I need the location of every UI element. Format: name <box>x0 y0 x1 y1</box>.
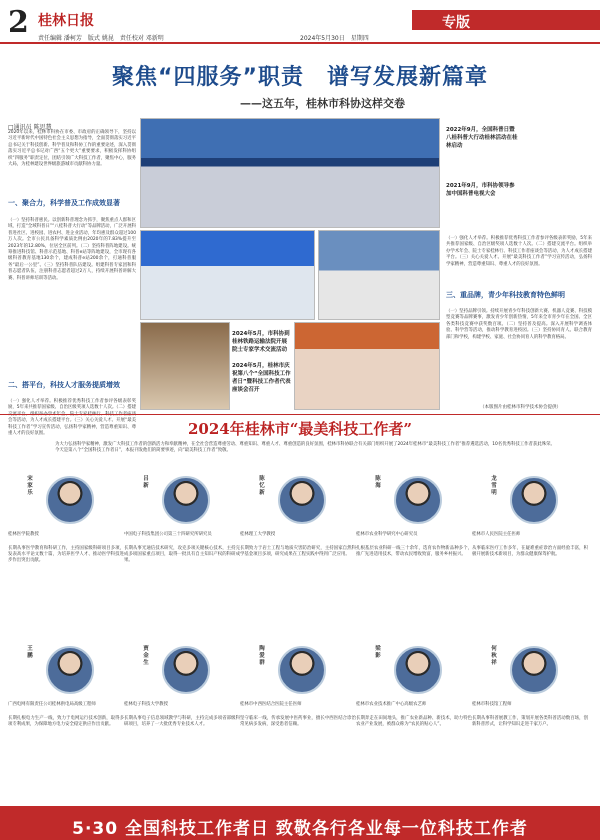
header-divider <box>0 42 600 44</box>
awardee-title: 桂林市科技馆工程师 <box>472 702 512 707</box>
award-card <box>240 640 356 800</box>
awardee-description: 长期奔走在田间地头，推广农业新品种、新技术，助力特色农业产业发展，被群众称为“农民的贴心人”。 <box>356 716 472 727</box>
group-photo <box>318 230 440 320</box>
award-card <box>124 470 240 630</box>
photo-caption-1: 2022年9月，全国科普日暨八桂科普大行动桂林活动在桂林启动 <box>446 127 518 149</box>
section-body-2-cont: （一）强化人才举荐。积极推荐优秀科技工作者参评各级表彰奖励，5年来共推荐国家级、自治区级奖项人选数十人次。（二）搭建交流平台。组织举办学术年会、院士专家桂林行、科技工作者座谈会等活动，为人才成长搭建平台。（三）关心关爱人才。开展“最美科技工作者”学习宣传活动，弘扬科学家精神，营造尊重知识、尊重人才的良好氛围。 <box>446 236 592 267</box>
article-headline: 聚焦“四服务”职责 谱写发展新篇章 <box>112 65 488 90</box>
photo-caption-3: 2024年5月，市科协到桂林铁路运输法院开展院士专家学术交流活动 <box>232 331 290 353</box>
portrait-avatar <box>162 646 210 694</box>
section-body-2: （一）强化人才举荐。积极推荐优秀科技工作者参评各级表彰奖励，5年来共推荐国家级、自治区级奖项人选数十人次。（二）搭建 会等活动，为人才成长搭建平台。（三）关心关爱人才。开展“最美科技工作者”学习宣传活动，弘扬科学家精神，营造尊重知识、尊重人才的良好氛围。 <box>8 399 136 437</box>
launch-ceremony-photo <box>140 118 440 228</box>
awardee-description: 扎根基层农业科研一线三十余年，选育农作物新品种多个，推广先进适用技术，带动农民增收致富，服务乡村振兴。 <box>356 546 472 557</box>
awardee-name: 宋家乐 <box>27 476 33 496</box>
awardee-name: 何秋祥 <box>491 646 497 666</box>
award-card <box>8 640 124 800</box>
portrait-avatar <box>278 646 326 694</box>
awardee-title: 桂林市中西医结合医院主任医师 <box>240 702 302 707</box>
awards-intro: 为大力弘扬科学家精神，激发广大科技工作者的创新活力和奉献精神，在全社会营造尊重劳动、尊重知识、尊重人才、尊重创造的良好氛围，桂林市科协联合有关部门组织开展了2024年桂林市“最美科技工作者”推荐遴选活动，10名优秀科技工作者获此殊荣。今天是第八个“全国科技工作者日”，本报刊发他们的简要事迹，向“最美科技工作者”致敬。 <box>55 442 555 453</box>
portrait-avatar <box>394 646 442 694</box>
awardee-description: 长期从事科普展教工作，策划开展各类科普活动数百场，创新科普形式，让科学知识走进千家万户。 <box>472 716 588 727</box>
awardee-name: 梁影 <box>375 646 381 659</box>
photo-source-note: （本版图片由桂林市科学技术协会提供） <box>480 405 561 410</box>
section-banner <box>412 10 600 30</box>
forum-photo <box>294 322 440 410</box>
awardee-name: 吕新 <box>143 476 149 489</box>
article-lead: 2020年以来，桂林市科协在市委、市政府的正确领导下，坚持以习近平新时代中国特色社会主义思想为指导，全面贯彻落实习近平总书记关于科技创新、科学普及和科协工作的重要论述，深入贯彻落实习近平总书记对广西“五个更大”重要要求，积极发挥科协组织“四服务”职责定位，团结引领广大科技工作者，聚焦中心，服务大局，为桂林建设世界级旅游城市贡献科协力量。 <box>8 130 136 168</box>
awardee-title: 桂林市人民医院主任医师 <box>472 532 521 537</box>
award-card <box>356 470 472 630</box>
portrait-avatar <box>278 476 326 524</box>
awardee-title: 桂林市农业科学研究中心研究员 <box>356 532 418 537</box>
awardee-description: 长期从事光通信技术研究，攻克多项关键核心技术，主持完成多项国家重点项目，取得一批具有自主知识产权的科研成果。 <box>124 546 240 563</box>
awardee-name: 贾金生 <box>143 646 149 666</box>
page-header <box>0 0 600 44</box>
awardee-name: 龙雪明 <box>491 476 497 496</box>
awardee-name: 陈海 <box>375 476 381 489</box>
awardee-description: 长期从事电子信息领域教学与科研，主持完成多项省部级科研项目，培养了一大批优秀专业技术人才。 <box>124 716 240 727</box>
awardee-name: 陈忆新 <box>259 476 265 496</box>
section-heading-1: 一、聚合力，科学普及工作成效显著 <box>8 199 120 207</box>
section-label: 专版 <box>442 15 470 31</box>
newspaper-name: 桂林日报 <box>38 13 94 29</box>
portrait-avatar <box>510 646 558 694</box>
section-body-1: （一）坚持科普惠民。以创新科普理念为抓手，聚焦重点人群和区域，打造“全域科普日”“八桂科普大行动”等品牌活动，广泛开展科普进社区、进校园、进农村、进企业活动，年均惠及群众超过100万人次。全市公民具备科学素质比例由2020年的7.83%提升至2023年的12.80%，位居全区前列。（二）坚持科普阵地建设。统筹推进科技馆、科普示范基地、科普e站等阵地建设，全市现有各级科普教育基地130余个，建成科普e站200余个，打通科普服务“最后一公里”。（三）坚持科普队伍建设。组建科普专家团和科普志愿者队伍，注册科普志愿者超过2万人，持续开展科普讲解大赛、科普讲师培训等活动。 <box>8 218 136 281</box>
awardee-description: 长期致力于岩土工程与地质灾害防治研究，主持国家自然科学基金项目多项，研究成果在工程实践中得到广泛应用。 <box>240 546 356 557</box>
page-number: 2 <box>8 5 29 40</box>
section-heading-2: 二、搭平台，科技人才服务提质增效 <box>8 381 120 389</box>
awards-divider <box>0 414 600 415</box>
award-card <box>472 470 588 630</box>
award-card <box>8 470 124 630</box>
section-body-3: （一）坚持品牌引领。持续开展青少年科技创新大赛、机器人竞赛、科技模型竞赛等品牌赛事，激发青少年创新热情，5年来全市青少年在全国、全区各类科技竞赛中获奖数百项。（二）坚持普及提高。深入开展科学调查体验、科学营等活动，推动科学教育进校园。（三）坚持协同育人。联合教育部门和学校，构建学校、家庭、社会协同育人的科学教育格局。 <box>446 309 592 340</box>
awardee-name: 陶爱群 <box>259 646 265 666</box>
award-card <box>124 640 240 800</box>
awardee-title: 中国电子科技集团公司第三十四研究所研究员 <box>124 532 212 537</box>
awardee-name: 王鹏 <box>27 646 33 659</box>
awardee-description: 坚守临床一线，传承发展中医药事业，擅长中西医结合诊治常见病多发病，深受患者信赖。 <box>240 716 356 727</box>
article-subheadline: ——这五年，桂林市科协这样交卷 <box>240 97 405 110</box>
awardee-title: 广西电网有限责任公司桂林供电局高级工程师 <box>8 702 96 707</box>
award-card <box>356 640 472 800</box>
awardee-title: 桂林市农业技术推广中心高级农艺师 <box>356 702 427 707</box>
footer-banner <box>0 806 600 840</box>
footer-text: 5·30 全国科技工作者日 致敬各行各业每一位科技工作者 <box>72 819 528 839</box>
awardee-title: 桂林电子科技大学教授 <box>124 702 168 707</box>
awardee-title: 桂林医学院教授 <box>8 532 39 537</box>
editor-line: 责任编辑 潘柯芳 版式 姚昆 责任校对 邓新明 <box>38 35 164 42</box>
court-visit-photo <box>140 322 230 410</box>
photo-caption-4: 2024年5月，桂林市庆祝第八个“全国科技工作者日”暨科技工作者代表座谈会召开 <box>232 363 291 393</box>
awardee-description: 长期扎根电力生产一线，致力于电网运行技术创新，取得多项专利成果，为保障地方电力安全稳定供应作出贡献。 <box>8 716 124 727</box>
photo-caption-2: 2021年9月，市科协领导参加中国科普电视大会 <box>446 183 515 197</box>
awards-title: 2024年桂林市“最美科技工作者” <box>187 420 412 438</box>
award-card <box>472 640 588 800</box>
awardee-description: 从事临床医疗工作多年，在疑难重症诊治方面经验丰富，积极开展新技术新项目，为群众健康保驾护航。 <box>472 546 588 557</box>
tv-conference-photo <box>140 230 315 320</box>
article-byline: □通讯员 陈思慧 <box>8 124 52 131</box>
award-card <box>240 470 356 630</box>
portrait-avatar <box>46 476 94 524</box>
portrait-avatar <box>162 476 210 524</box>
portrait-avatar <box>510 476 558 524</box>
date-line: 2024年5月30日 星期四 <box>300 35 369 42</box>
portrait-avatar <box>46 646 94 694</box>
portrait-avatar <box>394 476 442 524</box>
section-heading-3: 三、重品牌，青少年科技教育特色鲜明 <box>446 291 565 299</box>
awardee-title: 桂林理工大学教授 <box>240 532 276 537</box>
awardee-description: 长期从事医学教育和科研工作，主持国家级科研项目多项，发表高水平论文数十篇，为培养医学人才、推动医学科技进步作出突出贡献。 <box>8 546 124 563</box>
